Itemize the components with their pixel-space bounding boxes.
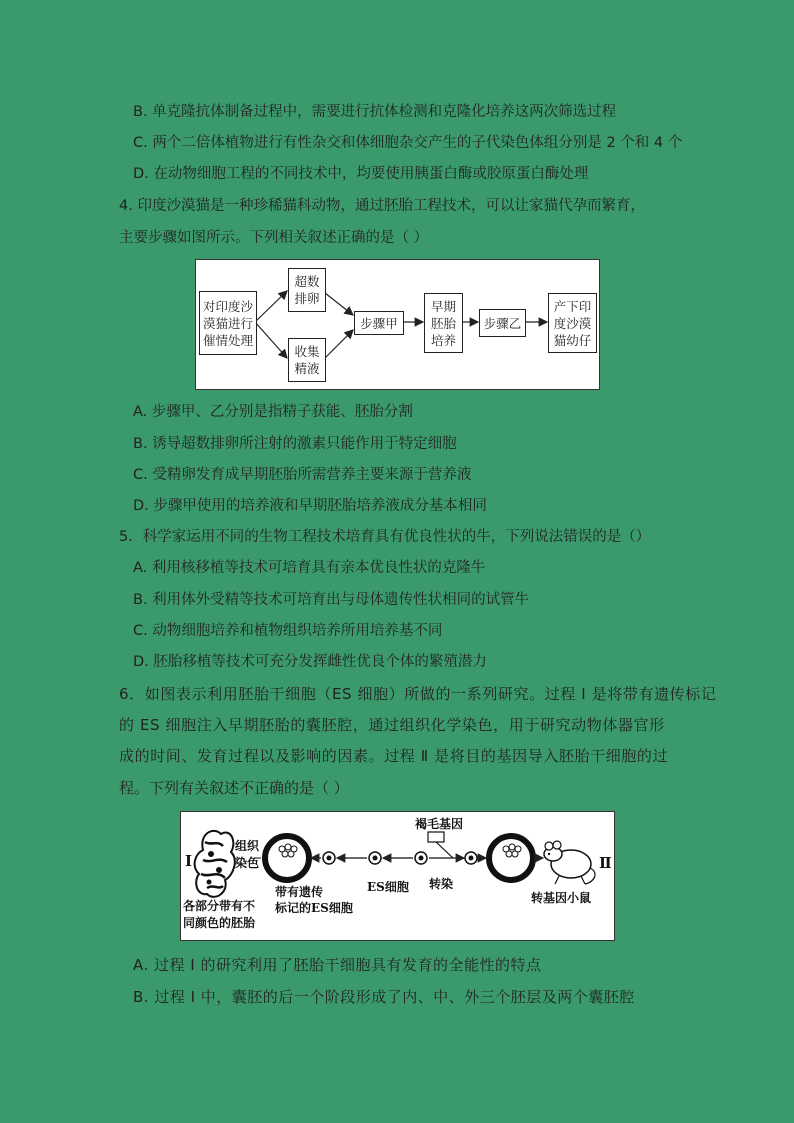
flow-semen-node: 收集 精液 [288, 338, 326, 382]
transgenic-mouse-icon [544, 841, 595, 884]
flow-start-node: 对印度沙 漠猫进行 催情处理 [199, 291, 257, 355]
blastocyst-left-icon [265, 836, 309, 880]
source-cell-icon [415, 852, 427, 864]
embryo-caption-2: 同颜色的胚胎 [183, 916, 256, 930]
marked-es-caption-2: 标记的ES细胞 [275, 901, 353, 915]
q3-option-c: C. 两个二倍体植物进行有性杂交和体细胞杂交产生的子代染色体组分别是 2 个和 4 个 [133, 135, 683, 151]
q4-option-b: B. 诱导超数排卵所注射的激素只能作用于特定细胞 [133, 436, 457, 452]
q6-option-b: B. 过程 Ⅰ 中，囊胚的后一个阶段形成了内、中、外三个胚层及两个囊胚腔 [133, 988, 635, 1006]
marked-es-cell-icon [323, 852, 335, 864]
stain-label-1: 组织 [235, 839, 260, 853]
flow-step-b-node: 步骤乙 [479, 309, 526, 337]
q4-option-c: C. 受精卵发育成早期胚胎所需营养主要来源于营养液 [133, 467, 472, 483]
label-process-2: Ⅱ [599, 854, 612, 872]
label-process-1: Ⅰ [185, 852, 193, 870]
flow-culture-node: 早期 胚胎 培养 [424, 293, 463, 353]
transfect-caption: 转染 [429, 877, 454, 891]
flow-superovulation-node: 超数 排卵 [288, 268, 326, 312]
es-cell-icon [369, 852, 381, 864]
q6-stem-line4: 程。下列有关叙述不正确的是（ ） [119, 779, 349, 797]
q3-option-b: B. 单克隆抗体制备过程中，需要进行抗体检测和克隆化培养这两次筛选过程 [133, 104, 617, 120]
blastocyst-right-icon [489, 836, 533, 880]
q6-stem-line3: 成的时间、发育过程以及影响的因素。过程 Ⅱ 是将目的基因导入胚胎干细胞的过 [119, 747, 669, 765]
transfected-cell-icon [465, 852, 477, 864]
q6-stem-line1: 6．如图表示利用胚胎干细胞（ES 细胞）所做的一系列研究。过程 Ⅰ 是将带有遗传标记 [119, 685, 717, 703]
q5-option-d: D. 胚胎移植等技术可充分发挥雌性优良个体的繁殖潜力 [133, 654, 487, 670]
q5-option-c: C. 动物细胞培养和植物组织培养所用培养基不同 [133, 623, 443, 639]
embryo-caption-1: 各部分带有不 [183, 899, 256, 913]
q4-stem-line2: 主要步骤如图所示。下列相关叙述正确的是（ ） [119, 230, 429, 246]
q5-stem: 5．科学家运用不同的生物工程技术培育具有优良性状的牛，下列说法错误的是（） [119, 529, 651, 545]
q3-option-d: D. 在动物细胞工程的不同技术中，均要使用胰蛋白酶或胶原蛋白酶处理 [133, 166, 589, 182]
q5-option-a: A. 利用核移植等技术可培育具有亲本优良性状的克隆牛 [133, 560, 486, 576]
q4-stem-line1: 4. 印度沙漠猫是一种珍稀猫科动物，通过胚胎工程技术，可以让家猫代孕而繁育， [119, 198, 645, 214]
es-cell-caption: ES细胞 [367, 880, 409, 894]
q6-figure [180, 811, 615, 941]
stain-label-2: 染色 [235, 856, 260, 870]
gene-box-icon [428, 832, 444, 842]
gene-label: 褐毛基因 [415, 817, 464, 831]
q6-option-a: A. 过程 Ⅰ 的研究利用了胚胎干细胞具有发育的全能性的特点 [133, 956, 542, 974]
q4-option-a: A. 步骤甲、乙分别是指精子获能、胚胎分割 [133, 404, 413, 420]
q6-stem-line2: 的 ES 细胞注入早期胚胎的囊胚腔，通过组织化学染色，用于研究动物体器官形 [119, 716, 665, 734]
marked-es-caption-1: 带有遗传 [275, 885, 324, 899]
q6-figure-svg [181, 812, 614, 940]
flow-end-node: 产下印 度沙漠 猫幼仔 [548, 293, 597, 353]
flow-step-a-node: 步骤甲 [354, 311, 404, 335]
q5-option-b: B. 利用体外受精等技术可培育出与母体遗传性状相同的试管牛 [133, 592, 530, 608]
stained-embryo-icon [195, 831, 235, 897]
q4-option-d: D. 步骤甲使用的培养液和早期胚胎培养液成分基本相同 [133, 498, 487, 514]
q4-flowchart [195, 259, 600, 390]
mouse-caption: 转基因小鼠 [531, 891, 592, 905]
